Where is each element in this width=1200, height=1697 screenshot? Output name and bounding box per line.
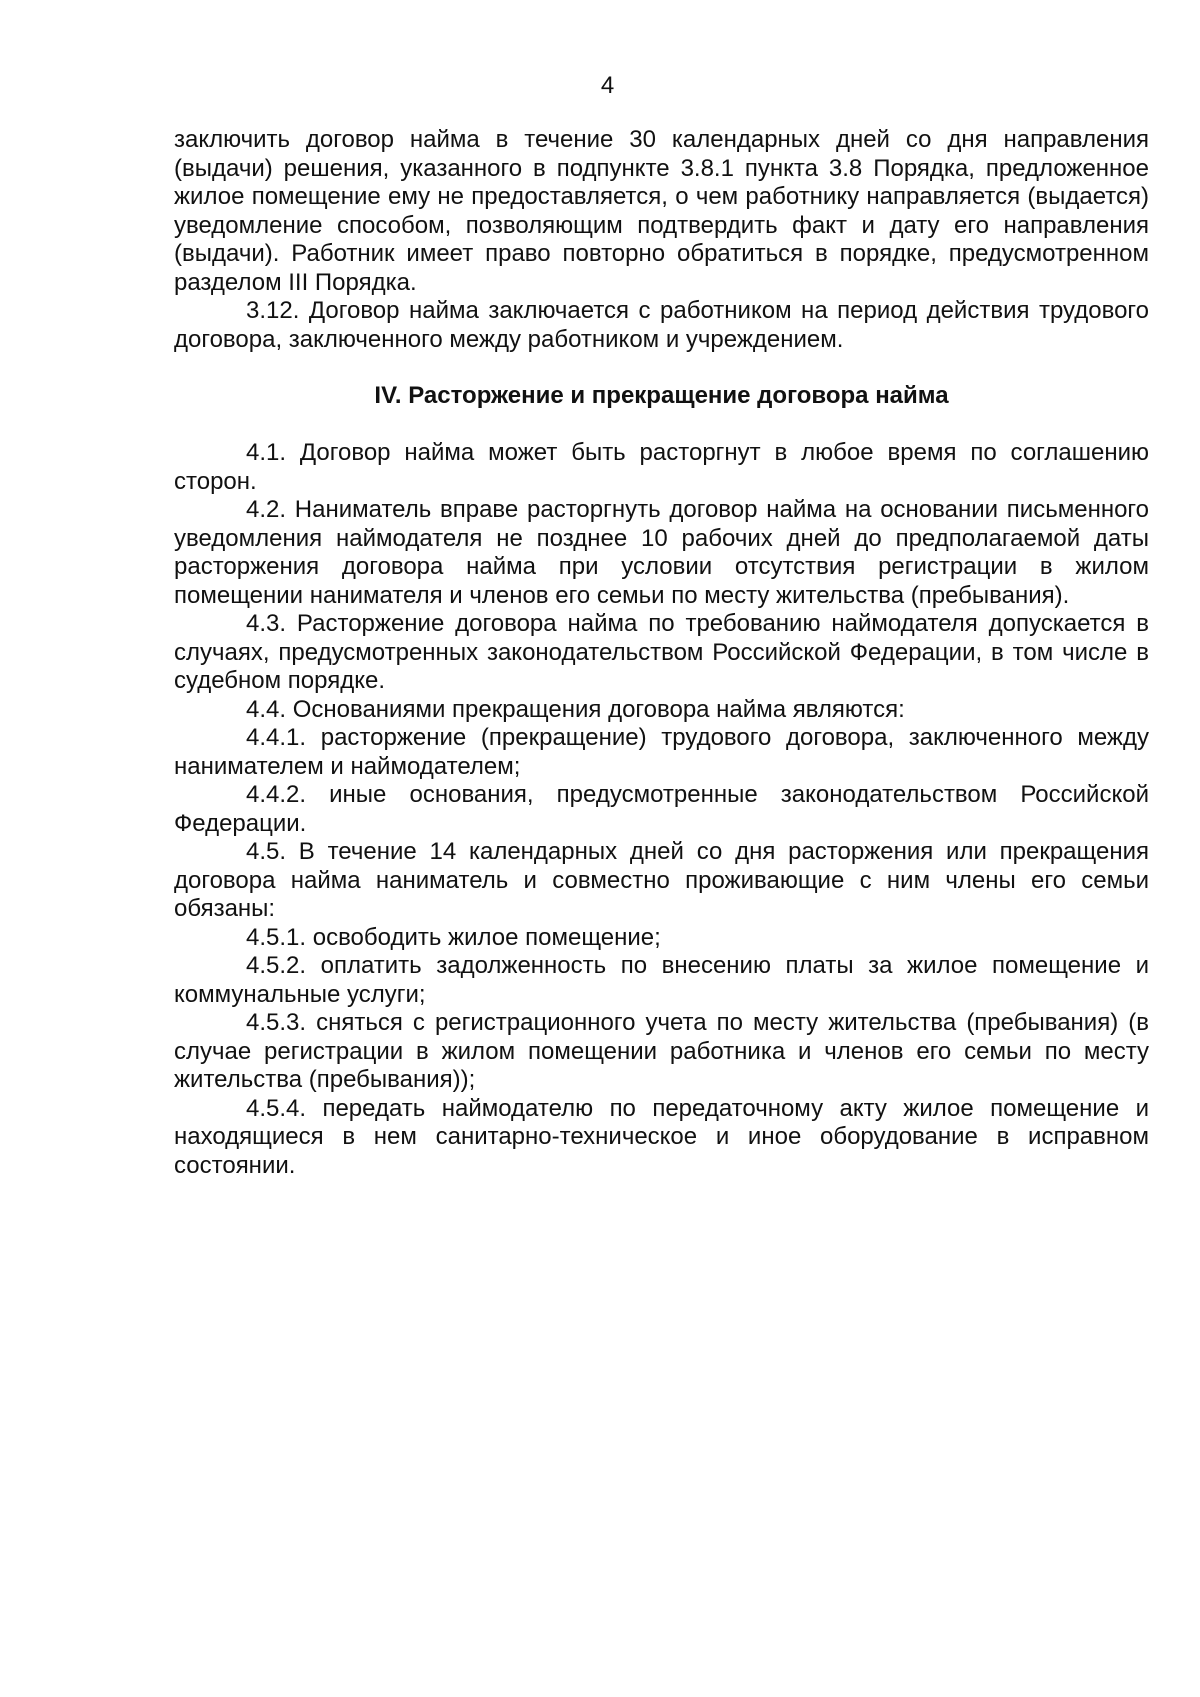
- paragraph-4-5: 4.5. В течение 14 календарных дней со дня расторжения или прекращения договора найма наниматель и совместно проживающие с ним члены его семьи обязаны:: [174, 838, 1149, 922]
- paragraph-4-5-4: 4.5.4. передать наймодателю по передаточному акту жилое помещение и находящиеся в нем санитарно-техническое и иное оборудование в исправном состоянии.: [174, 1094, 1149, 1179]
- paragraph-3-12: 3.12. Договор найма заключается с работником на период действия трудового договора, заключенного между работником и учреждением.: [174, 297, 1149, 353]
- paragraph-4-1: 4.1. Договор найма может быть расторгнут в любое время по соглашению сторон.: [174, 439, 1149, 495]
- paragraph-4-5-3: 4.5.3. сняться с регистрационного учета по месту жительства (пребывания) (в случае регистрации в жилом помещении работника и членов его семьи по месту жительства (пребывания));: [174, 1009, 1149, 1093]
- page-number: 4: [600, 72, 615, 99]
- section-heading: IV. Расторжение и прекращение договора найма: [374, 382, 949, 409]
- paragraph-4-4-2: 4.4.2. иные основания, предусмотренные законодательством Российской Федерации.: [174, 781, 1149, 837]
- paragraph-4-5-2: 4.5.2. оплатить задолженность по внесению платы за жилое помещение и коммунальные услуги;: [174, 952, 1149, 1008]
- paragraph-4-3: 4.3. Расторжение договора найма по требованию наймодателя допускается в случаях, предусмотренных законодательством Российской Федерации, в том числе в судебном порядке.: [174, 610, 1149, 694]
- paragraph-4-4-1: 4.4.1. расторжение (прекращение) трудового договора, заключенного между нанимателем и наймодателем;: [174, 724, 1149, 780]
- paragraph-4-2: 4.2. Наниматель вправе расторгнуть договор найма на основании письменного уведомления наймодателя не позднее 10 рабочих дней до предполагаемой даты расторжения договора найма при условии отсутствия регистрации в жилом помещении нанимателя и членов его семьи по месту жительства (пребывания).: [174, 496, 1149, 609]
- paragraph-continuation: заключить договор найма в течение 30 календарных дней со дня направления (выдачи) решения, указанного в подпункте 3.8.1 пункта 3.8 Порядка, предложенное жилое помещение ему не предоставляется, о чем работнику направляется (выдается) уведомление способом, позволяющим подтвердить факт и дату его направления (выдачи). Работник имеет право повторно обратиться в порядке, предусмотренном разделом III Порядка.: [174, 126, 1149, 296]
- paragraph-4-5-1: 4.5.1. освободить жилое помещение;: [246, 923, 661, 951]
- document-body: [174, 126, 1149, 1180]
- paragraph-4-4: 4.4. Основаниями прекращения договора найма являются:: [246, 695, 905, 723]
